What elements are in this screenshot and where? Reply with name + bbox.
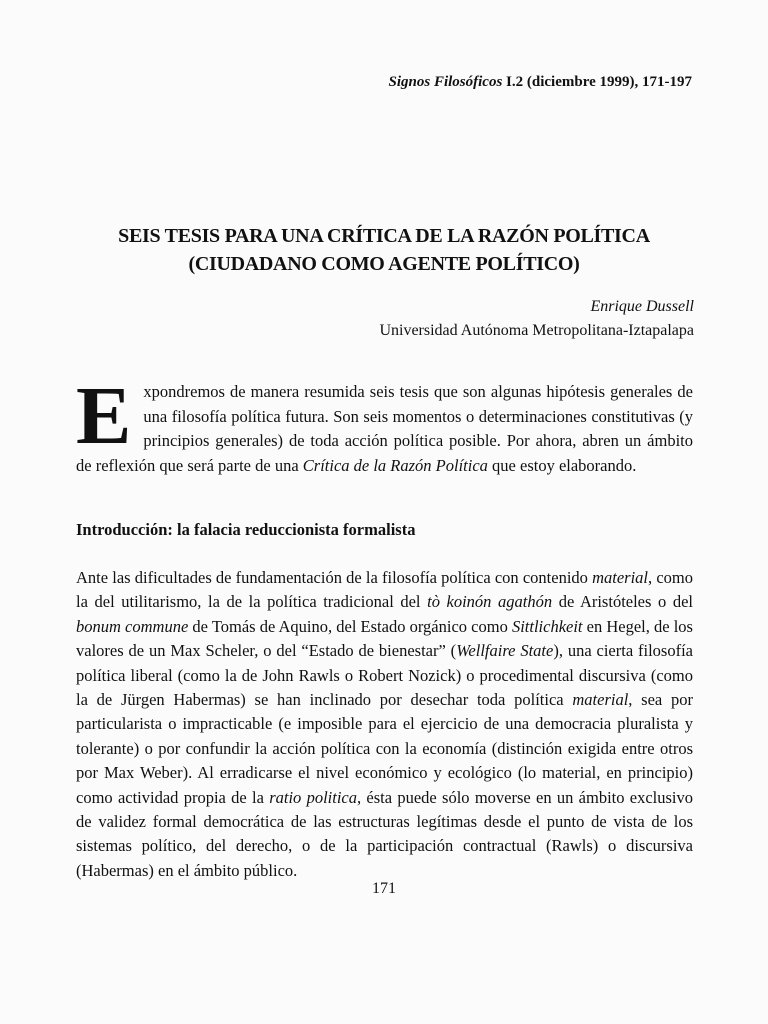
body-emphasis: material [592, 568, 649, 587]
body-paragraph [76, 566, 693, 883]
body-emphasis: tò koinón agathón [427, 592, 553, 612]
body-emphasis: material [572, 690, 629, 710]
intro-paragraph [76, 369, 693, 478]
body-text: de Tomás de Aquino, del Estado orgánico como [188, 616, 512, 636]
body-text: , como la del utilitarismo, la de la política tradicional del [76, 568, 693, 612]
article-title [60, 222, 708, 278]
body-text: , sea por particularista o impracticable (e imposible para el ejercicio de una democracia pluralista y tolerante) o por confundir la acción política con la economía (distinción exigida entre otros por Max Weber). Al erradicarse el nivel económico y ecológico (lo material, en principio) como actividad propia de la [76, 690, 693, 807]
body-text: Ante las dificultades de fundamentación de la filosofía política con contenido [76, 568, 593, 587]
intro-text-end: que estoy elaborando. [487, 455, 637, 475]
author-name: Enrique Dussell [590, 298, 694, 315]
page-number: 171 [372, 880, 396, 897]
body-emphasis: Sittlichkeit [511, 616, 583, 636]
body-text: , ésta puede sólo moverse en un ámbito exclusivo de validez formal democrática de las estructuras legítimas desde el punto de vista de los sistemas político, del derecho, o de la participación contractual (Rawls) o discursiva (Habermas) en el ámbito público. [76, 787, 694, 880]
body-text: ), una cierta filosofía política liberal (como la de John Rawls o Robert Nozick) o procedimental discursiva (como la de Jürgen Habermas) se han inclinado por desechar toda política [76, 641, 693, 710]
journal-name: Signos Filosóficos [388, 74, 503, 90]
body-emphasis: bonum commune [76, 616, 189, 636]
author-block [379, 295, 694, 343]
article-title-line-1: SEIS TESIS PARA UNA CRÍTICA DE LA RAZÓN POLÍTICA [118, 225, 650, 247]
article-title-line-2: (CIUDADANO COMO AGENTE POLÍTICO) [188, 253, 580, 275]
body-text: de Aristóteles o del [552, 592, 694, 612]
intro-book-title: Crítica de la Razón Política [302, 455, 488, 475]
drop-cap-letter: E [76, 369, 132, 461]
body-emphasis: ratio politica [269, 787, 357, 807]
intro-text-start: xpondremos de manera resumida seis tesis que son algunas hipótesis generales de una filosofía política futura. Son seis momentos o determinaciones constitutivas (y principios generales) de toda acción política posible. Por ahora, abren un ámbito de reflexión que será parte de una [76, 382, 693, 475]
body-text: en Hegel, de los valores de un Max Scheler, o del “Estado de bienestar” ( [76, 616, 693, 661]
section-heading: Introducción: la falacia reduccionista formalista [76, 520, 416, 539]
journal-citation [389, 74, 692, 91]
journal-issue: I.2 (diciembre 1999), 171-197 [506, 74, 692, 90]
body-emphasis: Wellfaire State [456, 641, 554, 661]
author-affiliation: Universidad Autónoma Metropolitana-Iztapalapa [379, 322, 694, 339]
